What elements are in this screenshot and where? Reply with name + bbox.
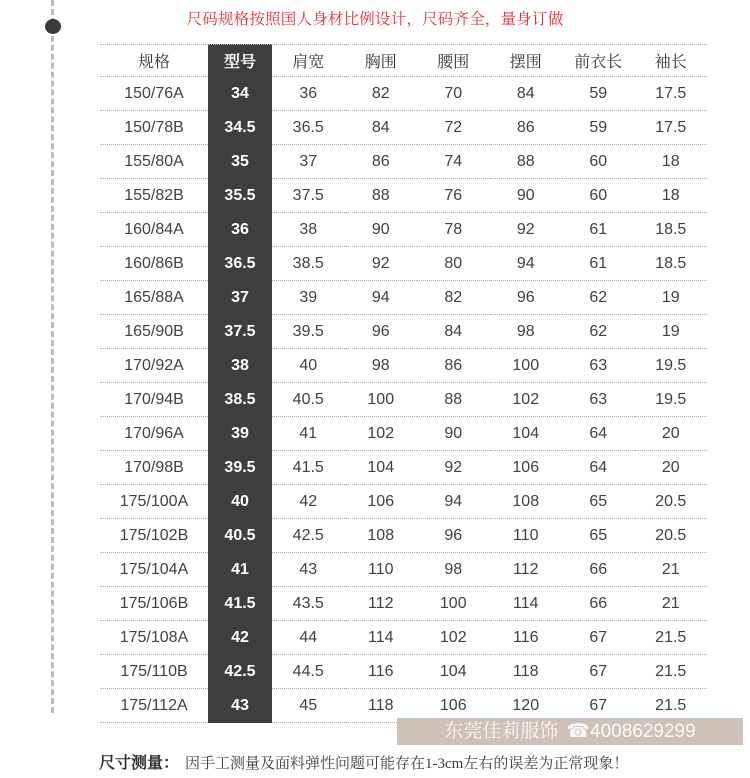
value-cell: 94 [490,247,563,281]
shop-watermark [397,718,743,745]
value-cell: 41 [272,417,345,451]
model-cell: 36.5 [208,247,272,281]
model-cell: 40.5 [208,519,272,553]
value-cell: 17.5 [635,111,708,145]
value-cell: 104 [345,451,418,485]
value-cell: 63 [562,383,635,417]
value-cell: 64 [562,417,635,451]
header-cell: 摆围 [490,44,563,77]
spec-cell: 175/106B [100,587,208,621]
spec-cell: 170/96A [100,417,208,451]
table-row [100,77,707,111]
spec-cell: 150/78B [100,111,208,145]
value-cell: 102 [345,417,418,451]
value-cell: 106 [417,689,490,723]
value-cell: 39.5 [272,315,345,349]
value-cell: 65 [562,519,635,553]
size-table-body [100,77,707,723]
value-cell: 118 [490,655,563,689]
table-row [100,587,707,621]
value-cell: 67 [562,689,635,723]
header-cell-model: 型号 [208,44,272,77]
value-cell: 80 [417,247,490,281]
value-cell: 94 [417,485,490,519]
header-cell: 胸围 [345,44,418,77]
value-cell: 100 [417,587,490,621]
value-cell: 102 [417,621,490,655]
spec-cell: 160/86B [100,247,208,281]
value-cell: 88 [490,145,563,179]
model-cell: 37.5 [208,315,272,349]
spec-cell: 165/90B [100,315,208,349]
spec-cell: 175/104A [100,553,208,587]
model-cell: 36 [208,213,272,247]
model-cell: 39.5 [208,451,272,485]
value-cell: 104 [417,655,490,689]
table-row [100,451,707,485]
value-cell: 40 [272,349,345,383]
value-cell: 21.5 [635,689,708,723]
value-cell: 92 [417,451,490,485]
phone-group [566,721,695,742]
value-cell: 67 [562,655,635,689]
model-cell: 38 [208,349,272,383]
value-cell: 66 [562,587,635,621]
table-row [100,145,707,179]
model-cell: 34 [208,77,272,111]
value-cell: 20.5 [635,485,708,519]
value-cell: 66 [562,553,635,587]
value-cell: 100 [490,349,563,383]
spec-cell: 175/100A [100,485,208,519]
value-cell: 41.5 [272,451,345,485]
value-cell: 78 [417,213,490,247]
table-row [100,417,707,451]
value-cell: 37 [272,145,345,179]
table-row [100,519,707,553]
table-row [100,111,707,145]
table-row [100,621,707,655]
value-cell: 19 [635,315,708,349]
table-row [100,485,707,519]
value-cell: 43 [272,553,345,587]
value-cell: 106 [345,485,418,519]
value-cell: 59 [562,111,635,145]
header-cell: 腰围 [417,44,490,77]
value-cell: 20.5 [635,519,708,553]
value-cell: 106 [490,451,563,485]
value-cell: 21 [635,587,708,621]
value-cell: 120 [490,689,563,723]
table-row [100,349,707,383]
value-cell: 21.5 [635,655,708,689]
value-cell: 92 [345,247,418,281]
note-lead: 尺寸测量： [99,755,180,772]
header-cell: 前衣长 [562,44,635,77]
spec-cell: 150/76A [100,77,208,111]
value-cell: 98 [345,349,418,383]
table-row [100,655,707,689]
model-cell: 41 [208,553,272,587]
phone-number: 4008629299 [590,721,696,742]
model-cell: 41.5 [208,587,272,621]
value-cell: 116 [345,655,418,689]
value-cell: 90 [417,417,490,451]
value-cell: 108 [345,519,418,553]
value-cell: 112 [345,587,418,621]
value-cell: 18 [635,179,708,213]
value-cell: 110 [345,553,418,587]
value-cell: 86 [417,349,490,383]
value-cell: 62 [562,281,635,315]
value-cell: 19.5 [635,383,708,417]
vertical-dashed-line [51,0,54,713]
value-cell: 39 [272,281,345,315]
spec-cell: 175/110B [100,655,208,689]
value-cell: 92 [490,213,563,247]
value-cell: 88 [417,383,490,417]
value-cell: 18.5 [635,247,708,281]
spec-cell: 175/108A [100,621,208,655]
value-cell: 19 [635,281,708,315]
header-cell: 规格 [100,44,208,77]
model-cell: 43 [208,689,272,723]
value-cell: 88 [345,179,418,213]
value-cell: 84 [490,77,563,111]
spec-cell: 155/82B [100,179,208,213]
value-cell: 36.5 [272,111,345,145]
spec-cell: 165/88A [100,281,208,315]
spec-cell: 175/102B [100,519,208,553]
value-cell: 38.5 [272,247,345,281]
value-cell: 108 [490,485,563,519]
value-cell: 82 [345,77,418,111]
value-cell: 61 [562,247,635,281]
model-cell: 37 [208,281,272,315]
value-cell: 60 [562,145,635,179]
value-cell: 43.5 [272,587,345,621]
value-cell: 114 [490,587,563,621]
spec-cell: 170/94B [100,383,208,417]
value-cell: 118 [345,689,418,723]
value-cell: 18.5 [635,213,708,247]
spec-cell: 160/84A [100,213,208,247]
value-cell: 62 [562,315,635,349]
value-cell: 84 [417,315,490,349]
value-cell: 72 [417,111,490,145]
value-cell: 112 [490,553,563,587]
title-banner: 尺码规格按照国人身材比例设计，尺码齐全，量身订做 [186,11,564,28]
spec-cell: 170/92A [100,349,208,383]
table-row [100,315,707,349]
value-cell: 96 [345,315,418,349]
table-row [100,281,707,315]
value-cell: 86 [490,111,563,145]
note-body: 因手工测量及面料弹性问题可能存在1-3cm左右的误差为正常现象！ [185,756,629,772]
value-cell: 20 [635,451,708,485]
model-cell: 42.5 [208,655,272,689]
value-cell: 98 [417,553,490,587]
value-cell: 102 [490,383,563,417]
value-cell: 96 [417,519,490,553]
value-cell: 40.5 [272,383,345,417]
value-cell: 65 [562,485,635,519]
value-cell: 70 [417,77,490,111]
value-cell: 61 [562,213,635,247]
value-cell: 36 [272,77,345,111]
table-row [100,179,707,213]
table-row [100,383,707,417]
table-row [100,553,707,587]
value-cell: 21 [635,553,708,587]
shop-name: 东莞佳莉服饰 [444,721,559,742]
value-cell: 94 [345,281,418,315]
value-cell: 90 [345,213,418,247]
value-cell: 63 [562,349,635,383]
size-spec-table [100,44,707,723]
value-cell: 116 [490,621,563,655]
table-row [100,247,707,281]
value-cell: 84 [345,111,418,145]
value-cell: 110 [490,519,563,553]
value-cell: 67 [562,621,635,655]
value-cell: 44.5 [272,655,345,689]
value-cell: 45 [272,689,345,723]
value-cell: 38 [272,213,345,247]
value-cell: 98 [490,315,563,349]
value-cell: 42 [272,485,345,519]
value-cell: 20 [635,417,708,451]
model-cell: 42 [208,621,272,655]
value-cell: 60 [562,179,635,213]
value-cell: 86 [345,145,418,179]
value-cell: 90 [490,179,563,213]
value-cell: 17.5 [635,77,708,111]
model-cell: 35.5 [208,179,272,213]
header-cell: 袖长 [635,44,708,77]
value-cell: 76 [417,179,490,213]
value-cell: 114 [345,621,418,655]
model-cell: 34.5 [208,111,272,145]
value-cell: 42.5 [272,519,345,553]
value-cell: 21.5 [635,621,708,655]
value-cell: 44 [272,621,345,655]
spec-cell: 170/98B [100,451,208,485]
header-cell: 肩宽 [272,44,345,77]
model-cell: 35 [208,145,272,179]
model-cell: 38.5 [208,383,272,417]
value-cell: 104 [490,417,563,451]
model-cell: 39 [208,417,272,451]
value-cell: 64 [562,451,635,485]
value-cell: 18 [635,145,708,179]
value-cell: 59 [562,77,635,111]
value-cell: 37.5 [272,179,345,213]
measurement-note [99,750,739,773]
value-cell: 19.5 [635,349,708,383]
spec-cell: 155/80A [100,145,208,179]
table-row [100,213,707,247]
value-cell: 100 [345,383,418,417]
value-cell: 82 [417,281,490,315]
spec-cell: 175/112A [100,689,208,723]
header-row [100,44,707,77]
model-cell: 40 [208,485,272,519]
value-cell: 74 [417,145,490,179]
value-cell: 96 [490,281,563,315]
phone-icon: ☎ [566,721,590,742]
